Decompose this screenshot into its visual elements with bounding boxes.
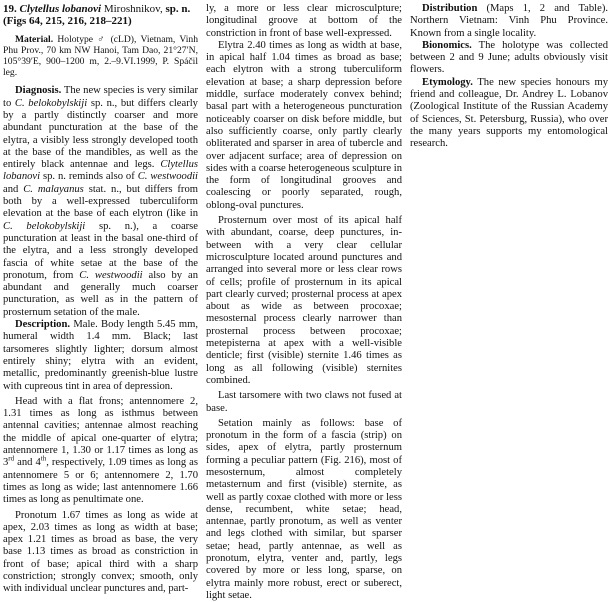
head-paragraph: Head with a flat frons; antennomere 2, 1.31 times as long as isthmus between antennal cavities; antennae almost reaching the middle of apical one-quarter of elytra; antennomere 1, 1.30 or 1.17 times as long as 3rd and 4th, respectively, 1.09 times as long as antennomere 5 or 6; antennomere 2, 1.70 times as long as wide; last antennomere 1.66 times as long as penultimate one.	[3, 395, 199, 506]
species-title: 19. Clytellus lobanovi Miroshnikov, sp. n. (Figs 64, 215, 216, 218–221)	[3, 3, 191, 28]
column-left	[3, 3, 198, 596]
diagnosis-paragraph: Diagnosis. The new species is very similar to C. belokobylskiji sp. n., but differs clearly by a partly distinctly coarser and more abundant puncturation at the base of the elytra, a visibly less strongly developed tooth at the base of the mandibles, as well as the entirely black antennae and legs. Clytellus lobanovi sp. n. reminds also of C. westwoodii and C. malayanus stat. n., but differs from both by a well-expressed tuberculiform elevation at the base of each elytron (like in C. belokobylskiji sp. n.), a coarse puncturation at least in the basal one-third of the elytra, and a less strongly developed fascia of white setae at the base of the pronotum, from C. westwoodii also by an abundant and generally much coarser puncturation, as well as in the pattern of prosternum setation of the male.	[3, 85, 199, 318]
tarsomere-paragraph: Last tarsomere with two claws not fused at base.	[206, 390, 402, 414]
elytra-paragraph: Elytra 2.40 times as long as width at base, in apical half 1.04 times as broad as base; each elytron with a strong tuberculiform elevation at base; a sharp depression before middle, surface moderately convex behind; basal part with a heterogeneous puncturation noticeably coarser on disk before middle, but also sufficiently coarse, only partly clearly obliterated and sparser in area of tubercle and over adjacent surface; area of depression on sides with a coarse heterogeneous sculpture in the form of longitudinal grooves and coalescing or poorly separated, rough, oblong-oval punctures.	[206, 39, 402, 211]
material-paragraph: Material. Holotype ♂ (cLD), Vietnam, Vinh Phu Prov., 70 km NW Hanoi, Tam Dao, 21°27′N, 105°39′E, 900–1200 m, 2.–9.VI.1999, P. Spáčil leg.	[3, 33, 198, 79]
setation-paragraph: Setation mainly as follows: base of pronotum in the form of a fascia (strip) on sides, apex of elytra, partly prosternum forming a peculiar pattern (Fig. 216), most of mesosternum, almost completely metasternum and first (visible) sternite, as well as partly coxae clothed with more or less dense, recumbent, white setae; head, antennae, partly pronotum, as well as venter and legs clothed with similar, but sparser setae; head, partly antennae, as well as pronotum, elytra, venter and, partly, legs covered by more or less long, sparse, on elytra mainly more robust, erect or suberect, light setae.	[206, 417, 402, 601]
column-middle	[206, 3, 402, 602]
figure-reference: (Figs 64, 215, 216, 218–221)	[3, 15, 132, 28]
etymology-paragraph: Etymology. The new species honours my friend and colleague, Dr. Andrey L. Lobanov (Zoological Institute of the Russian Academy of Sciences, St. Petersburg, Russia), who over the many years supports my entomological research.	[410, 76, 608, 150]
pronotum-continued: ly, a more or less clear microsculpture; longitudinal groove at bottom of the constriction in front of base well-expressed.	[206, 3, 402, 39]
prosternum-paragraph: Prosternum over most of its apical half with abundant, coarse, deep punctures, in-between with a very clear cellular microsculpture located around punctures and arranged into several more or less clear rows of cells; profile of prosternum in its apical part clearly curved; prosternal process at apex about as wide as between procoxae; mesosternal process clearly narrower than prosternal process between procoxae; metepisterna at apex with a well-visible denticle; first (visible) sternite 1.46 times as long as all following (visible) sternites combined.	[206, 215, 402, 386]
bionomics-paragraph: Bionomics. The holotype was collected between 2 and 9 June; adults obviously visit flowers.	[410, 39, 608, 76]
species-name: Clytellus lobanovi	[19, 3, 102, 15]
distribution-paragraph: Distribution (Maps 1, 2 and Table). Northern Vietnam: Vinh Phu Province. Known from a single locality.	[410, 3, 608, 39]
column-right	[410, 3, 608, 151]
pronotum-paragraph: Pronotum 1.67 times as long as wide at apex, 2.03 times as long as width at base; apex 1.21 times as broad as base, the very base 1.13 times as broad as constriction in front of base; apical third with a sharp constriction; strongly convex; smooth, only with individual unclear punctures and, part-	[3, 509, 198, 595]
description-paragraph: Description. Male. Body length 5.45 mm, humeral width 1.4 mm. Black; last tarsomeres slightly lighter; dorsum almost entirely shiny; elytra with an evident, metallic, predominantly greenish-blue lustre with cupreous tint in area of depression.	[3, 319, 198, 392]
